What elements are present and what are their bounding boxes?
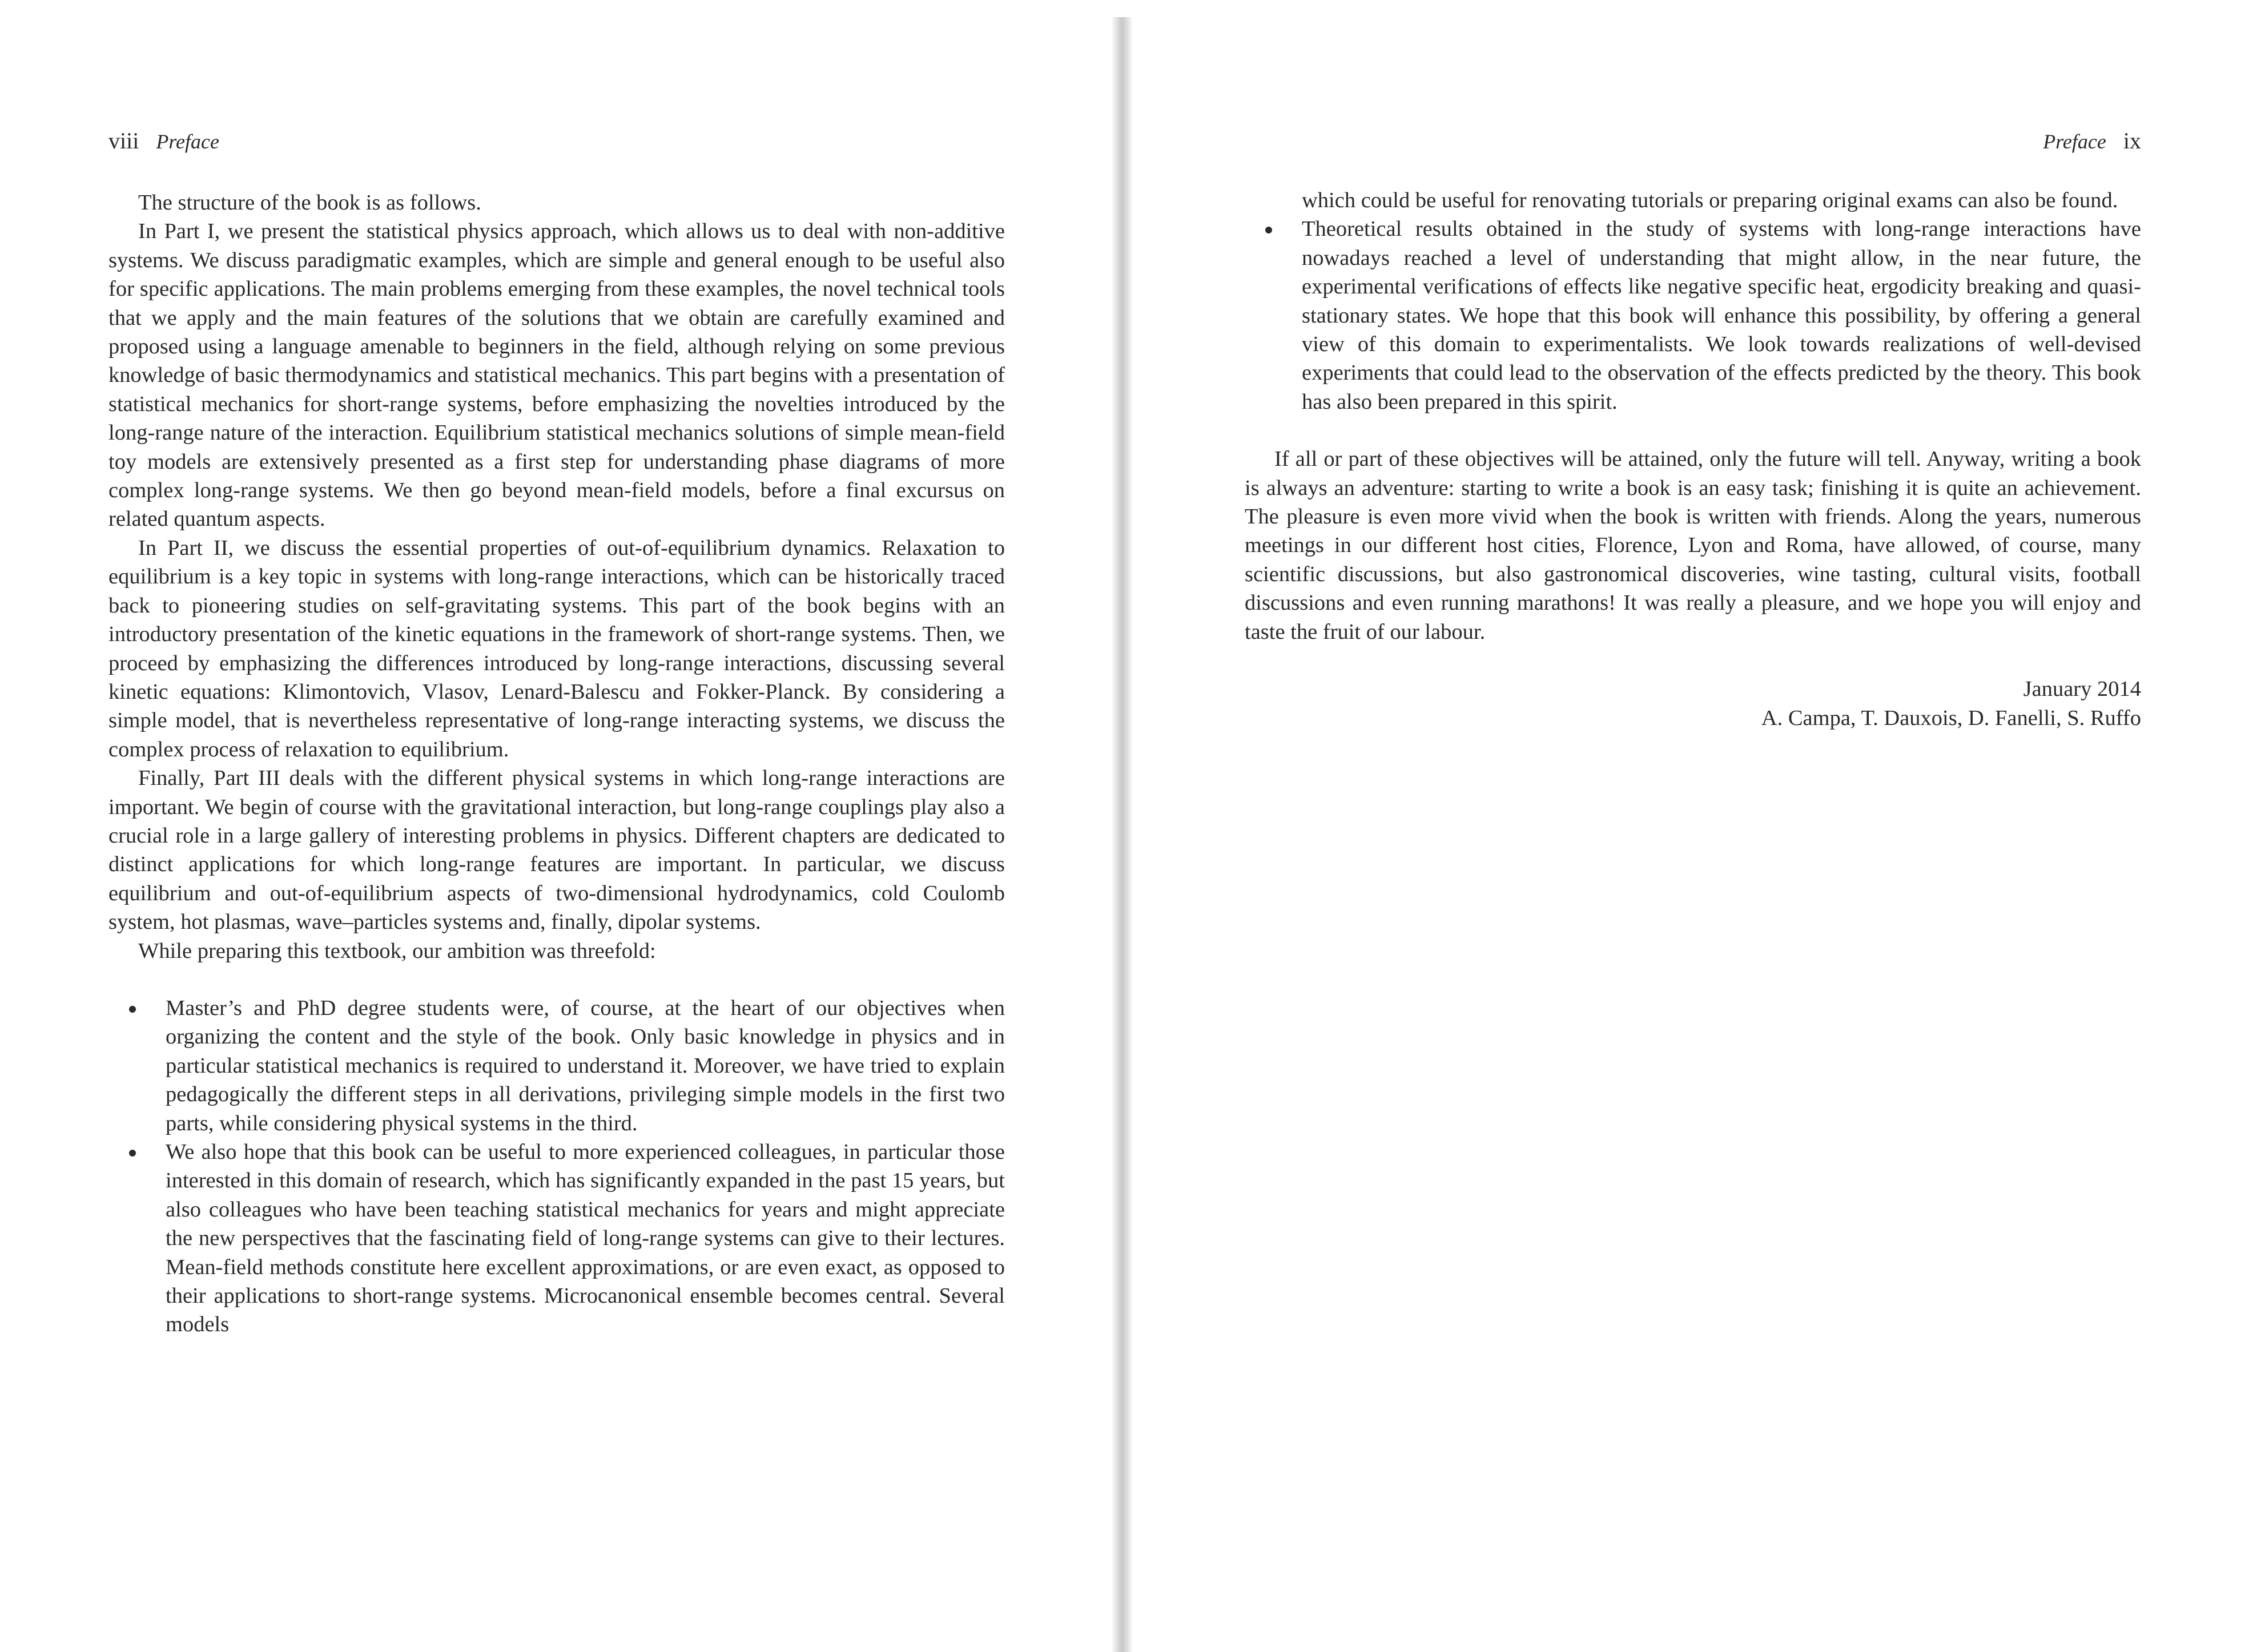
spacer xyxy=(1245,416,2141,445)
bullet-icon xyxy=(1265,227,1272,233)
objectives-list-continued xyxy=(1245,215,2141,416)
preface-authors: A. Campa, T. Dauxois, D. Fanelli, S. Ruffo xyxy=(1761,706,2141,730)
spacer xyxy=(1245,646,2141,675)
right-running-head xyxy=(2043,127,2141,156)
right-running-title: Preface xyxy=(2043,130,2106,153)
book-gutter xyxy=(1111,17,1133,1652)
paragraph-ambition: While preparing this textbook, our ambition was threefold: xyxy=(138,938,656,963)
paragraph-part-one: In Part I, we present the statistical physics approach, which allows us to deal with non-additive systems. We discuss paradigmatic examples, which are simple and general enough to be useful also for specific applications. The main problems emerging from these examples, the novel technical tools that we apply and the main features of the solutions that we obtain are carefully examined and proposed using a language amenable to beginners in the field, although relying on some previous knowledge of basic thermodynamics and statistical mechanics. This part begins with a presentation of statistical mechanics for short-range systems, before emphasizing the novelties introduced by the long-range nature of the interaction. Equilibrium statistical mechanics solutions of simple mean-field toy models are extensively presented as a first step for understanding phase diagrams of more complex long-range systems. We then go beyond mean-field models, before a final excursus on related quantum aspects. xyxy=(108,219,1005,531)
list-item-text: We also hope that this book can be useful to more experienced colleagues, in particular those interested in this domain of research, which has significantly expanded in the past 15 years, but also colleagues who have been teaching statistical mechanics for years and might appreciate the new perspectives that the fascinating field of long-range systems can give to their lectures. Mean-field methods constitute here excellent approximations, or are even exact, as opposed to their applications to short-range systems. Microcanonical ensemble becomes central. Several models xyxy=(166,1140,1005,1337)
paragraph-closing: If all or part of these objectives will be attained, only the future will tell. Anyway, writing a book is always an adventure: starting to write a book is an easy task; finishing it is quite an achievement. The pleasure is even more vivid when the book is written with friends. Along the years, numerous meetings in our different host cities, Florence, Lyon and Roma, have allowed, of course, many scientific discussions, but also gastronomical discoveries, wine tasting, cultural visits, football discussions and even running marathons! It was really a pleasure, and we hope you will enjoy and taste the fruit of our labour. xyxy=(1245,447,2141,644)
list-item xyxy=(1245,215,2141,416)
objectives-list xyxy=(108,994,1005,1339)
right-page-number: ix xyxy=(2123,128,2141,154)
list-item xyxy=(108,1138,1005,1339)
paragraph-structure-intro: The structure of the book is as follows. xyxy=(138,191,481,215)
spacer xyxy=(108,965,1005,994)
right-page xyxy=(1245,0,2141,1652)
bullet-icon xyxy=(129,1006,136,1013)
left-page-body xyxy=(108,188,1005,1339)
list-item-text: Master’s and PhD degree students were, of course, at the heart of our objectives when organizing the content and the style of the book. Only basic knowledge in physics and in particular statistical mechanics is required to understand it. Moreover, we have tried to explain pedagogically the different steps in all derivations, privileging simple models in the first two parts, while considering physical systems in the third. xyxy=(166,996,1005,1135)
list-item xyxy=(108,994,1005,1138)
left-running-title: Preface xyxy=(156,130,219,153)
bullet-icon xyxy=(129,1150,136,1157)
left-page xyxy=(108,0,1005,1652)
left-running-head xyxy=(108,127,219,156)
right-page-body xyxy=(1245,186,2141,732)
continued-list-text: which could be useful for renovating tutorials or preparing original exams can also be found. xyxy=(1302,188,2118,212)
list-item-text: Theoretical results obtained in the study of systems with long-range interactions have nowadays reached a level of understanding that might allow, in the near future, the experimental verifications of effects like negative specific heat, ergodicity breaking and quasi-stationary states. We hope that this book will enhance this possibility, by offering a general view of this domain to experimentalists. We look towards realizations of well-devised experiments that could lead to the observation of the effects predicted by the theory. This book has also been prepared in this spirit. xyxy=(1302,217,2141,414)
left-page-number: viii xyxy=(108,128,139,154)
paragraph-part-three: Finally, Part III deals with the different physical systems in which long-range interactions are important. We begin of course with the gravitational interaction, but long-range couplings play also a crucial role in a large gallery of interesting problems in physics. Different chapters are dedicated to distinct applications for which long-range features are important. In particular, we discuss equilibrium and out-of-equilibrium aspects of two-dimensional hydrodynamics, cold Coulomb system, hot plasmas, wave–particles systems and, finally, dipolar systems. xyxy=(108,766,1005,934)
preface-date: January 2014 xyxy=(2023,677,2141,702)
paragraph-part-two: In Part II, we discuss the essential properties of out-of-equilibrium dynamics. Relaxation to equilibrium is a key topic in systems with long-range interactions, which can be historically traced back to pioneering studies on self-gravitating systems. This part of the book begins with an introductory presentation of the kinetic equations in the framework of short-range systems. Then, we proceed by emphasizing the differences introduced by long-range interactions, discussing several kinetic equations: Klimontovich, Vlasov, Lenard-Balescu and Fokker-Planck. By considering a simple model, that is nevertheless representative of long-range interacting systems, we discuss the complex process of relaxation to equilibrium. xyxy=(108,535,1005,761)
